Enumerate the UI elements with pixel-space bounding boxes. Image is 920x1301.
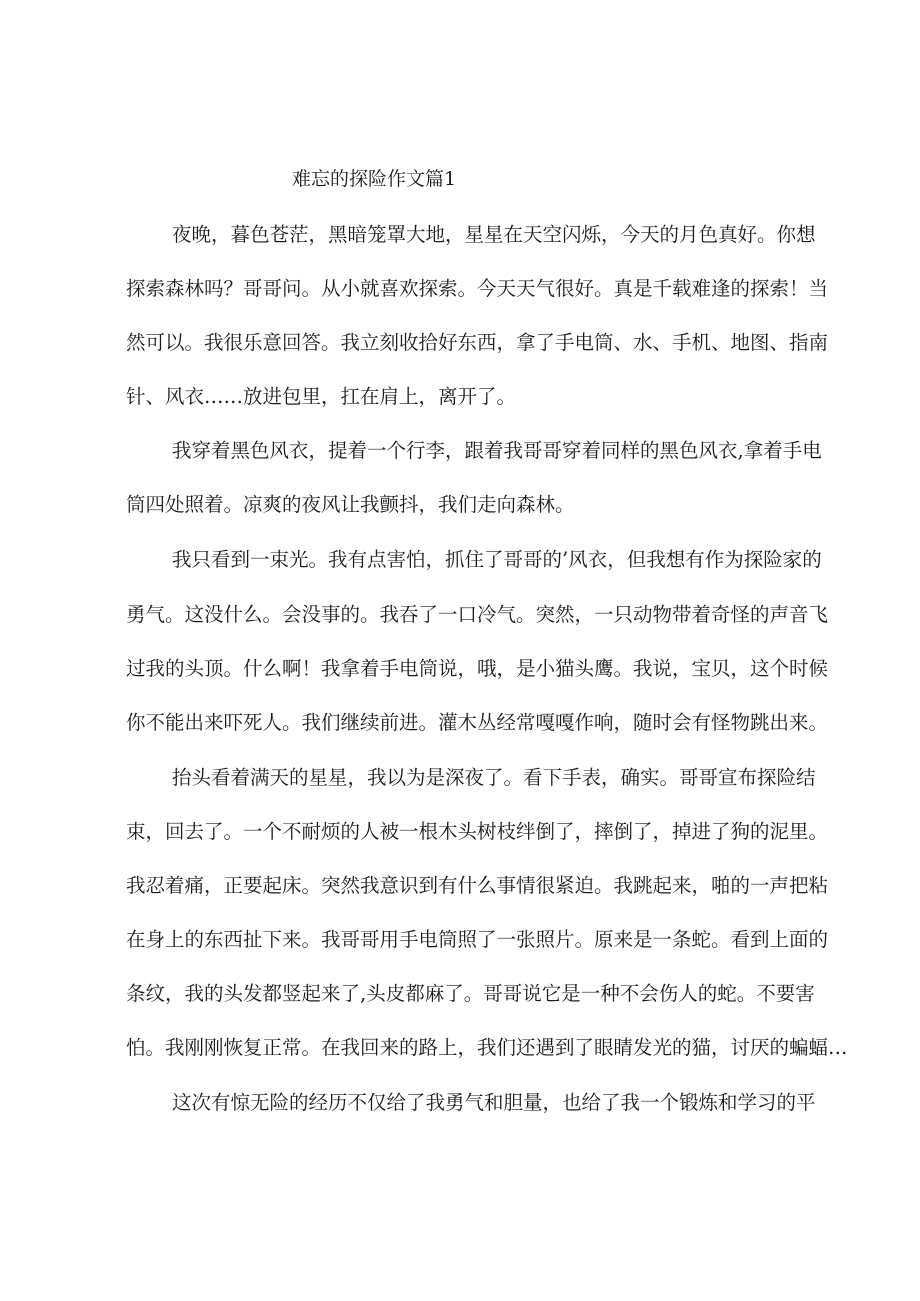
paragraph-line: 针、风衣……放进包里，扛在肩上，离开了。 <box>126 385 517 408</box>
paragraph-line: 过我的头顶。什么啊！我拿着手电筒说，哦，是小猫头鹰。我说，宝贝，这个时候 <box>126 657 829 680</box>
paragraph-line: 你不能出来吓死人。我们继续前进。灌木丛经常嘎嘎作响，随时会有怪物跳出来。 <box>126 711 829 734</box>
paragraph-line: 夜晚，暮色苍茫，黑暗笼罩大地，星星在天空闪烁，今天的月色真好。你想 <box>172 223 816 246</box>
paragraph-line: 在身上的东西扯下来。我哥哥用手电筒照了一张照片。原来是一条蛇。看到上面的 <box>126 928 829 951</box>
paragraph-line: 我忍着痛，正要起床。突然我意识到有什么事情很紧迫。我跳起来，啪的一声把粘 <box>126 874 829 897</box>
paragraph-line: 怕。我刚刚恢复正常。在我回来的路上，我们还遇到了眼睛发光的猫，讨厌的蝙蝠… <box>126 1036 848 1059</box>
paragraph-line: 条纹，我的头发都竖起来了,头皮都麻了。哥哥说它是一种不会伤人的蛇。不要害 <box>126 982 815 1005</box>
document-title: 难忘的探险作文篇1 <box>292 168 457 190</box>
paragraph-line: 勇气。这没什么。会没事的。我吞了一口冷气。突然，一只动物带着奇怪的声音飞 <box>126 603 829 626</box>
paragraph-line: 我只看到一束光。我有点害怕，抓住了哥哥的’风衣，但我想有作为探险家的 <box>172 548 822 571</box>
paragraph-line: 筒四处照着。凉爽的夜风让我颤抖，我们走向森林。 <box>126 493 575 516</box>
paragraph-line: 然可以。我很乐意回答。我立刻收拾好东西，拿了手电筒、水、手机、地图、指南 <box>126 331 829 354</box>
paragraph-line: 探索森林吗？哥哥问。从小就喜欢探索。今天天气很好。真是千载难逢的探索！当 <box>126 277 829 300</box>
paragraph-line: 我穿着黑色风衣，提着一个行李，跟着我哥哥穿着同样的黑色风衣,拿着手电 <box>172 439 822 462</box>
paragraph-line: 束，回去了。一个不耐烦的人被一根木头树枝绊倒了，摔倒了，掉进了狗的泥里。 <box>126 820 829 843</box>
paragraph-line: 抬头看着满天的星星，我以为是深夜了。看下手表，确实。哥哥宣布探险结 <box>172 766 816 789</box>
paragraph-line: 这次有惊无险的经历不仅给了我勇气和胆量，也给了我一个锻炼和学习的平 <box>172 1091 816 1114</box>
